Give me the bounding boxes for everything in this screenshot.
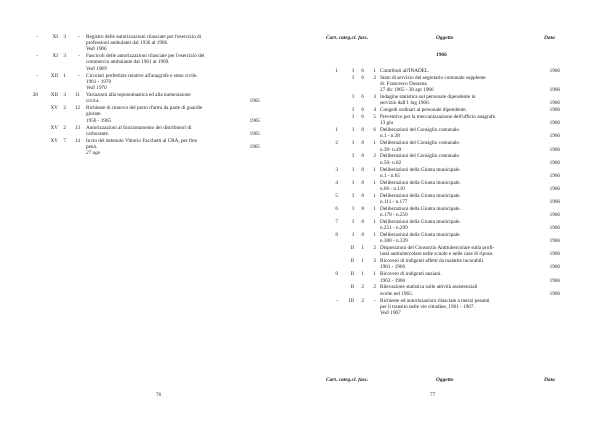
entry-class: 8: [361, 166, 364, 173]
entry-date: 1965: [249, 117, 260, 124]
column-footer-col1: Cart. categ.cl. fasc.: [326, 377, 369, 383]
entry-date: 1966: [549, 159, 560, 166]
entry-box-number: 3: [335, 166, 338, 173]
entry-text-line: 27 dic 1965 - 30 apr 1966: [380, 87, 434, 94]
entry-date: 1966: [549, 68, 560, 74]
entry-text-line: Richieste di rinnovo del porto d'armi da parte di guardie: [86, 105, 203, 112]
entry-category: II: [350, 245, 354, 252]
entry-file: 3: [373, 94, 376, 101]
entry-class: 3: [63, 92, 66, 98]
entry-class: 1: [361, 245, 364, 252]
entry-file: -: [374, 297, 376, 304]
entry-box-number: 2: [335, 140, 338, 147]
entry-category: I: [352, 114, 354, 121]
entry-file: 6: [373, 127, 376, 134]
entry-category: I: [352, 74, 354, 81]
entry-category: XII: [50, 72, 58, 79]
entry-class: 8: [361, 153, 364, 160]
entry-text-line: 1961 - 1966: [380, 264, 406, 271]
entry-file: 2: [373, 284, 376, 291]
column-header-col1: Cart. categ.cl. fasc.: [326, 35, 369, 41]
entry-text-line: Deliberazioni della Giunta municipale.: [380, 192, 461, 199]
entry-text-line: Circolari prefettizie relative all'anagrafe e stato civile.: [86, 72, 198, 79]
entry-box-number: 6: [335, 205, 338, 212]
entry-category: I: [352, 94, 354, 101]
entry-box-number: 1: [335, 68, 338, 74]
year-heading: 1966: [436, 52, 447, 58]
entry-class: 6: [361, 114, 364, 121]
entry-class: 3: [63, 33, 66, 40]
entry-text-line: Richieste ed autorizzazioni rilasciate a mezzi pesanti: [380, 297, 490, 304]
entry-date: 1966: [549, 290, 560, 297]
entry-text-line: 1961 - 1970: [86, 78, 112, 85]
entry-class: 7: [63, 137, 66, 144]
entry-date: 1966: [549, 107, 560, 114]
entry-category: I: [352, 140, 354, 147]
entry-date: 1966: [549, 198, 560, 205]
entry-box-number: 9: [335, 271, 338, 278]
entry-class: 3: [63, 53, 66, 59]
entry-file: 3: [373, 258, 376, 265]
entry-file: 1: [373, 68, 376, 74]
entry-file: 1: [373, 179, 376, 186]
entry-text-line: Rilevazione statistica sulle attività assistenziali: [380, 284, 478, 291]
entry-text-line: 1956 - 1965: [86, 117, 112, 124]
column-header-col3: Data: [544, 35, 555, 41]
entry-date: 1965: [249, 130, 260, 137]
entry-class: 1: [63, 72, 66, 79]
entry-file: 1: [373, 218, 376, 225]
page-number: 76: [156, 392, 162, 398]
entry-category: XV: [50, 124, 58, 131]
entry-text-line: Deliberazioni della Giunta municipale.: [380, 232, 461, 238]
entry-category: I: [352, 205, 354, 212]
entry-text-line: n.251 - n.299: [380, 225, 408, 232]
entry-text-line: Deliberazioni della Giunta municipale.: [380, 179, 461, 186]
entry-date: 1966: [549, 133, 560, 140]
entry-class: 8: [361, 127, 364, 134]
entry-file: 12: [74, 105, 80, 112]
entry-text-line: Registro delle autorizzazioni rilasciate per l'esercizio di: [86, 33, 202, 40]
entry-class: 8: [361, 218, 364, 225]
entry-date: 1966: [549, 120, 560, 127]
entry-text-line: Indagine statistica sul personale dipendente in: [380, 94, 476, 101]
entry-number: -: [36, 33, 38, 40]
entry-class: 8: [361, 192, 364, 199]
entry-class: 8: [361, 232, 364, 238]
entry-category: I: [352, 179, 354, 186]
entry-category: XI: [52, 53, 58, 59]
entry-text-line: lassi antitubercolare nelle scuole e nelle case di riposo.: [380, 251, 494, 258]
entry-file: -: [78, 53, 80, 59]
entry-class: 6: [361, 74, 364, 81]
entry-text-line: 1963 - 1966: [380, 277, 406, 284]
entry-date: 1966: [549, 225, 560, 232]
entry-class: 6: [361, 94, 364, 101]
entry-text-line: Ricovero di indigenti anziani.: [380, 271, 442, 278]
entry-date: 1966: [549, 277, 560, 284]
entry-file: 2: [373, 153, 376, 160]
entry-box-number: -: [336, 297, 338, 304]
entry-category: I: [352, 153, 354, 160]
entry-box-number: 4: [335, 179, 338, 186]
entry-file: 4: [373, 107, 376, 114]
entry-text-line: Autorizzazioni al funzionamento dei distributori di: [86, 124, 192, 131]
entry-text-line: Deliberazioni del Consiglio comunale.: [380, 127, 461, 134]
entry-note: Vedi 1970: [86, 85, 107, 92]
entry-date: 1966: [549, 185, 560, 192]
entry-number: -: [36, 72, 38, 79]
entry-category: I: [352, 107, 354, 114]
entry-text-line: Deliberazioni del Consiglio comunale.: [380, 153, 461, 160]
entry-file: 2: [373, 74, 376, 81]
entry-date: 1966: [549, 87, 560, 94]
entry-note: Vedi 1969: [86, 65, 107, 72]
entry-category: I: [352, 192, 354, 199]
entry-text-line: Preventivo per la meccanizzazione dell'ufficio anagrafe.: [380, 114, 497, 121]
entry-text-line: n.66 - n.110: [380, 185, 405, 192]
entry-date: 1966: [549, 264, 560, 271]
entry-text-line: commercio ambulante dal 1961 al 1969.: [86, 59, 170, 66]
entry-file: 1: [373, 192, 376, 199]
entry-text-line: Contributi all'INADEL.: [380, 68, 430, 74]
entry-date: 1965: [249, 98, 260, 105]
entry-note: Vedi 1966: [86, 46, 107, 53]
entry-text-line: n.50- n.82: [380, 159, 402, 166]
entry-file: 5: [373, 114, 376, 121]
entry-category: II: [350, 258, 354, 265]
entry-class: 2: [361, 284, 364, 291]
entry-file: -: [78, 33, 80, 40]
entry-class: 8: [361, 140, 364, 147]
entry-text-line: Deliberazioni della Giunta municipale.: [380, 166, 461, 173]
entry-text-line: n.111 - n.177: [380, 198, 408, 205]
entry-date: 1966: [549, 172, 560, 179]
entry-text-line: Invio del detenuto Vittorio Facchetti al CRA, per fine: [86, 137, 197, 144]
entry-text-line: professioni ambulanti dal 1936 al 1966.: [86, 39, 169, 46]
entry-text-line: pena.: [86, 144, 98, 151]
entry-text-line: per il transito nelle vie cittadine, 1961 - 1967.: [380, 303, 475, 310]
entry-date: 1966: [549, 146, 560, 153]
page-number: 77: [430, 392, 436, 398]
entry-date: 1965: [249, 144, 260, 151]
entry-text-line: dr. Francesco Dossena.: [380, 81, 428, 88]
entry-class: 1: [361, 271, 364, 278]
entry-file: 11: [75, 92, 80, 98]
entry-date: 1966: [549, 212, 560, 219]
entry-class: 6: [361, 68, 364, 74]
entry-text-line: giurate.: [86, 111, 102, 118]
entry-number: -: [36, 53, 38, 59]
entry-box-number: 7: [335, 218, 338, 225]
entry-text-line: n.178 - n.250: [380, 212, 408, 219]
entry-box-number: 1: [335, 127, 338, 134]
entry-note: Vedi 1967: [380, 310, 401, 317]
entry-text-line: svolte nel 1965.: [380, 290, 413, 297]
entry-text-line: Deliberazioni del Consiglio comunale.: [380, 140, 461, 147]
entry-text-line: Variazioni alla toponomastica ed alla numerazione: [86, 92, 191, 98]
entry-file: 13: [74, 124, 80, 131]
entry-category: I: [352, 68, 354, 74]
entry-text-line: Deliberazioni della Giunta municipale.: [380, 205, 461, 212]
entry-class: 1: [361, 258, 364, 265]
entry-text-line: Deliberazioni della Giunta municipale.: [380, 218, 461, 225]
entry-text-line: n.300 - n.339: [380, 238, 408, 245]
entry-text-line: n.1 - n.65: [380, 172, 400, 179]
entry-class: 2: [361, 297, 364, 304]
entry-text-line: n.1 - n.38: [380, 133, 400, 140]
entry-category: II: [350, 284, 354, 291]
column-footer-col3: Data: [544, 377, 555, 383]
entry-category: XV: [50, 137, 58, 144]
entry-text-line: carburante.: [86, 130, 110, 137]
entry-text-line: Disposizioni del Consorzio Antitubercolare sulla profi-: [380, 245, 495, 252]
entry-category: I: [352, 166, 354, 173]
entry-class: 8: [361, 179, 364, 186]
column-footer-col2: Oggetto: [436, 377, 454, 383]
entry-text-line: Fascicoli delle autorizzazioni rilasciate per l'esercizio del: [86, 53, 205, 59]
entry-date: 1966: [549, 251, 560, 258]
entry-date: 1966: [549, 100, 560, 107]
entry-category: I: [352, 218, 354, 225]
entry-category: XV: [50, 105, 58, 112]
entry-class: 2: [63, 124, 66, 131]
entry-box-number: 5: [335, 192, 338, 199]
entry-file: 1: [373, 140, 376, 147]
entry-text-line: 13 giu: [380, 120, 394, 127]
entry-class: 6: [361, 107, 364, 114]
entry-text-line: civica.: [86, 98, 100, 105]
entry-number: 20: [32, 92, 38, 98]
entry-category: I: [352, 232, 354, 238]
entry-file: 1: [373, 232, 376, 238]
entry-file: -: [78, 72, 80, 79]
entry-file: 1: [373, 166, 376, 173]
entry-class: 2: [63, 105, 66, 112]
entry-category: XI: [52, 33, 58, 40]
entry-class: 8: [361, 205, 364, 212]
entry-category: II: [350, 271, 354, 278]
entry-note: 27 ago: [86, 150, 101, 157]
entry-date: 1966: [549, 238, 560, 245]
entry-category: I: [352, 127, 354, 134]
entry-category: XII: [50, 92, 58, 98]
entry-file: 14: [74, 137, 80, 144]
entry-text-line: Ricovero di indigenti affetti da malattie incurabili.: [380, 258, 485, 265]
entry-file: 1: [373, 271, 376, 278]
entry-file: 1: [373, 205, 376, 212]
entry-category: III: [348, 297, 354, 304]
entry-file: 2: [373, 245, 376, 252]
entry-text-line: Stato di servizio del segretario comunale supplente: [380, 74, 486, 81]
right-page: [300, 0, 600, 424]
entry-text-line: servizio dall'1 lug 1966.: [380, 100, 430, 107]
column-header-col2: Oggetto: [436, 35, 454, 41]
entry-text-line: Congedi ordinari al personale dipendente.: [380, 107, 467, 114]
entry-box-number: 8: [335, 232, 338, 238]
entry-text-line: n.39- n.49: [380, 146, 402, 153]
